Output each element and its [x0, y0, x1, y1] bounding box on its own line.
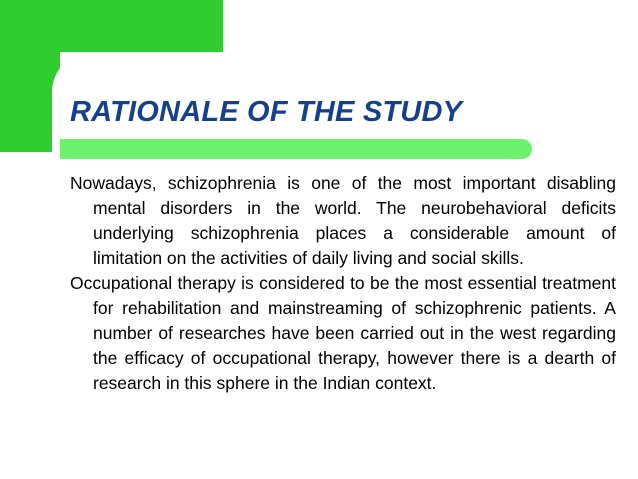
slide-body: [70, 171, 616, 396]
paragraph-occupational-therapy: Occupational therapy is considered to be the most essential treatment for rehabilitation and mainstreaming of schizophrenic patients. A number of researches have been carried out in the west regarding the efficacy of occupational therapy, however there is a dearth of research in this sphere in the Indian context.: [70, 273, 616, 393]
green-side-strip: [0, 52, 60, 152]
title-divider-bar: [60, 139, 532, 159]
paragraph-schizophrenia: Nowadays, schizophrenia is one of the most important disabling mental disorders in the world. The neurobehavioral deficits underlying schizophrenia places a considerable amount of limitation on the activities of daily living and social skills.: [70, 173, 616, 268]
slide-title: RATIONALE OF THE STUDY: [70, 96, 463, 128]
green-corner-block: [0, 0, 223, 52]
